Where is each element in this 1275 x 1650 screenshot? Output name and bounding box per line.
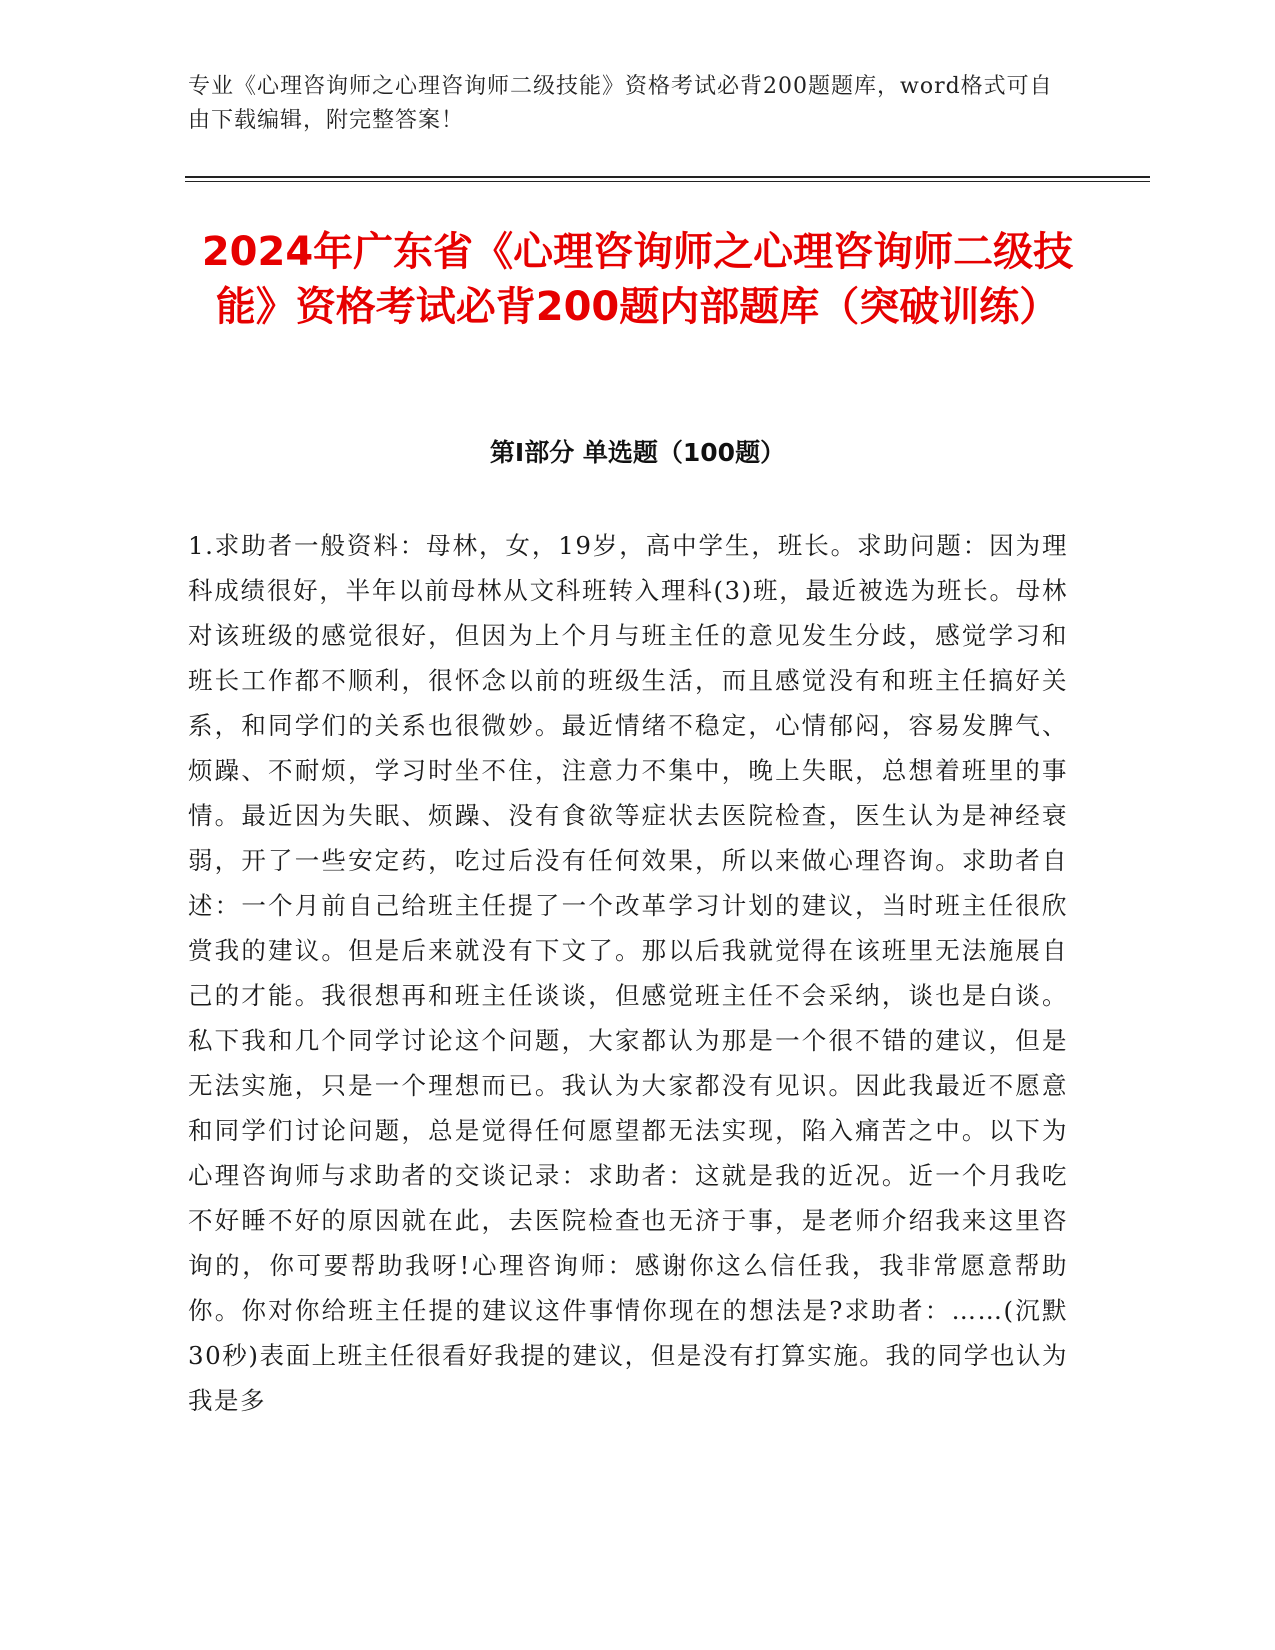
- header-divider-thin: [185, 181, 1150, 182]
- section-heading: 第Ⅰ部分 单选题（100题）: [489, 438, 786, 467]
- page-header: 专业《心理咨询师之心理咨询师二级技能》资格考试必背200题题库，word格式可自由下载编辑，附完整答案！: [188, 74, 1053, 133]
- question-text: 1.求助者一般资料：母林，女，19岁，高中学生，班长。求助问题：因为理科成绩很好，半年以前母林从文科班转入理科(3)班，最近被选为班长。母林对该班级的感觉很好，但因为上个月与班主任的意见发生分歧，感觉学习和班长工作都不顺利，很怀念以前的班级生活，而且感觉没有和班主任搞好关系，和同学们的关系也很微妙。最近情绪不稳定，心情郁闷，容易发脾气、烦躁、不耐烦，学习时坐不住，注意力不集中，晚上失眠，总想着班里的事情。最近因为失眠、烦躁、没有食欲等症状去医院检查，医生认为是神经衰弱，开了一些安定药，吃过后没有任何效果，所以来做心理咨询。求助者自述：一个月前自己给班主任提了一个改革学习计划的建议，当时班主任很欣赏我的建议。但是后来就没有下文了。那以后我就觉得在该班里无法施展自己的才能。我很想再和班主任谈谈，但感觉班主任不会采纳，谈也是白谈。私下我和几个同学讨论这个问题，大家都认为那是一个很不错的建议，但是无法实施，只是一个理想而已。我认为大家都没有见识。因此我最近不愿意和同学们讨论问题，总是觉得任何愿望都无法实现，陷入痛苦之中。以下为心理咨询师与求助者的交谈记录：求助者：这就是我的近况。近一个月我吃不好睡不好的原因就在此，去医院检查也无济于事，是老师介绍我来这里咨询的，你可要帮助我呀!心理咨询师：感谢你这么信任我，我非常愿意帮助你。你对你给班主任提的建议这件事情你现在的想法是?求助者：……(沉默30秒)表面上班主任很看好我提的建议，但是没有打算实施。我的同学也认为我是多: [188, 531, 1068, 1415]
- header-divider: [185, 176, 1150, 178]
- document-title: 2024年广东省《心理咨询师之心理咨询师二级技能》资格考试必背200题内部题库（突破训练）: [201, 229, 1074, 330]
